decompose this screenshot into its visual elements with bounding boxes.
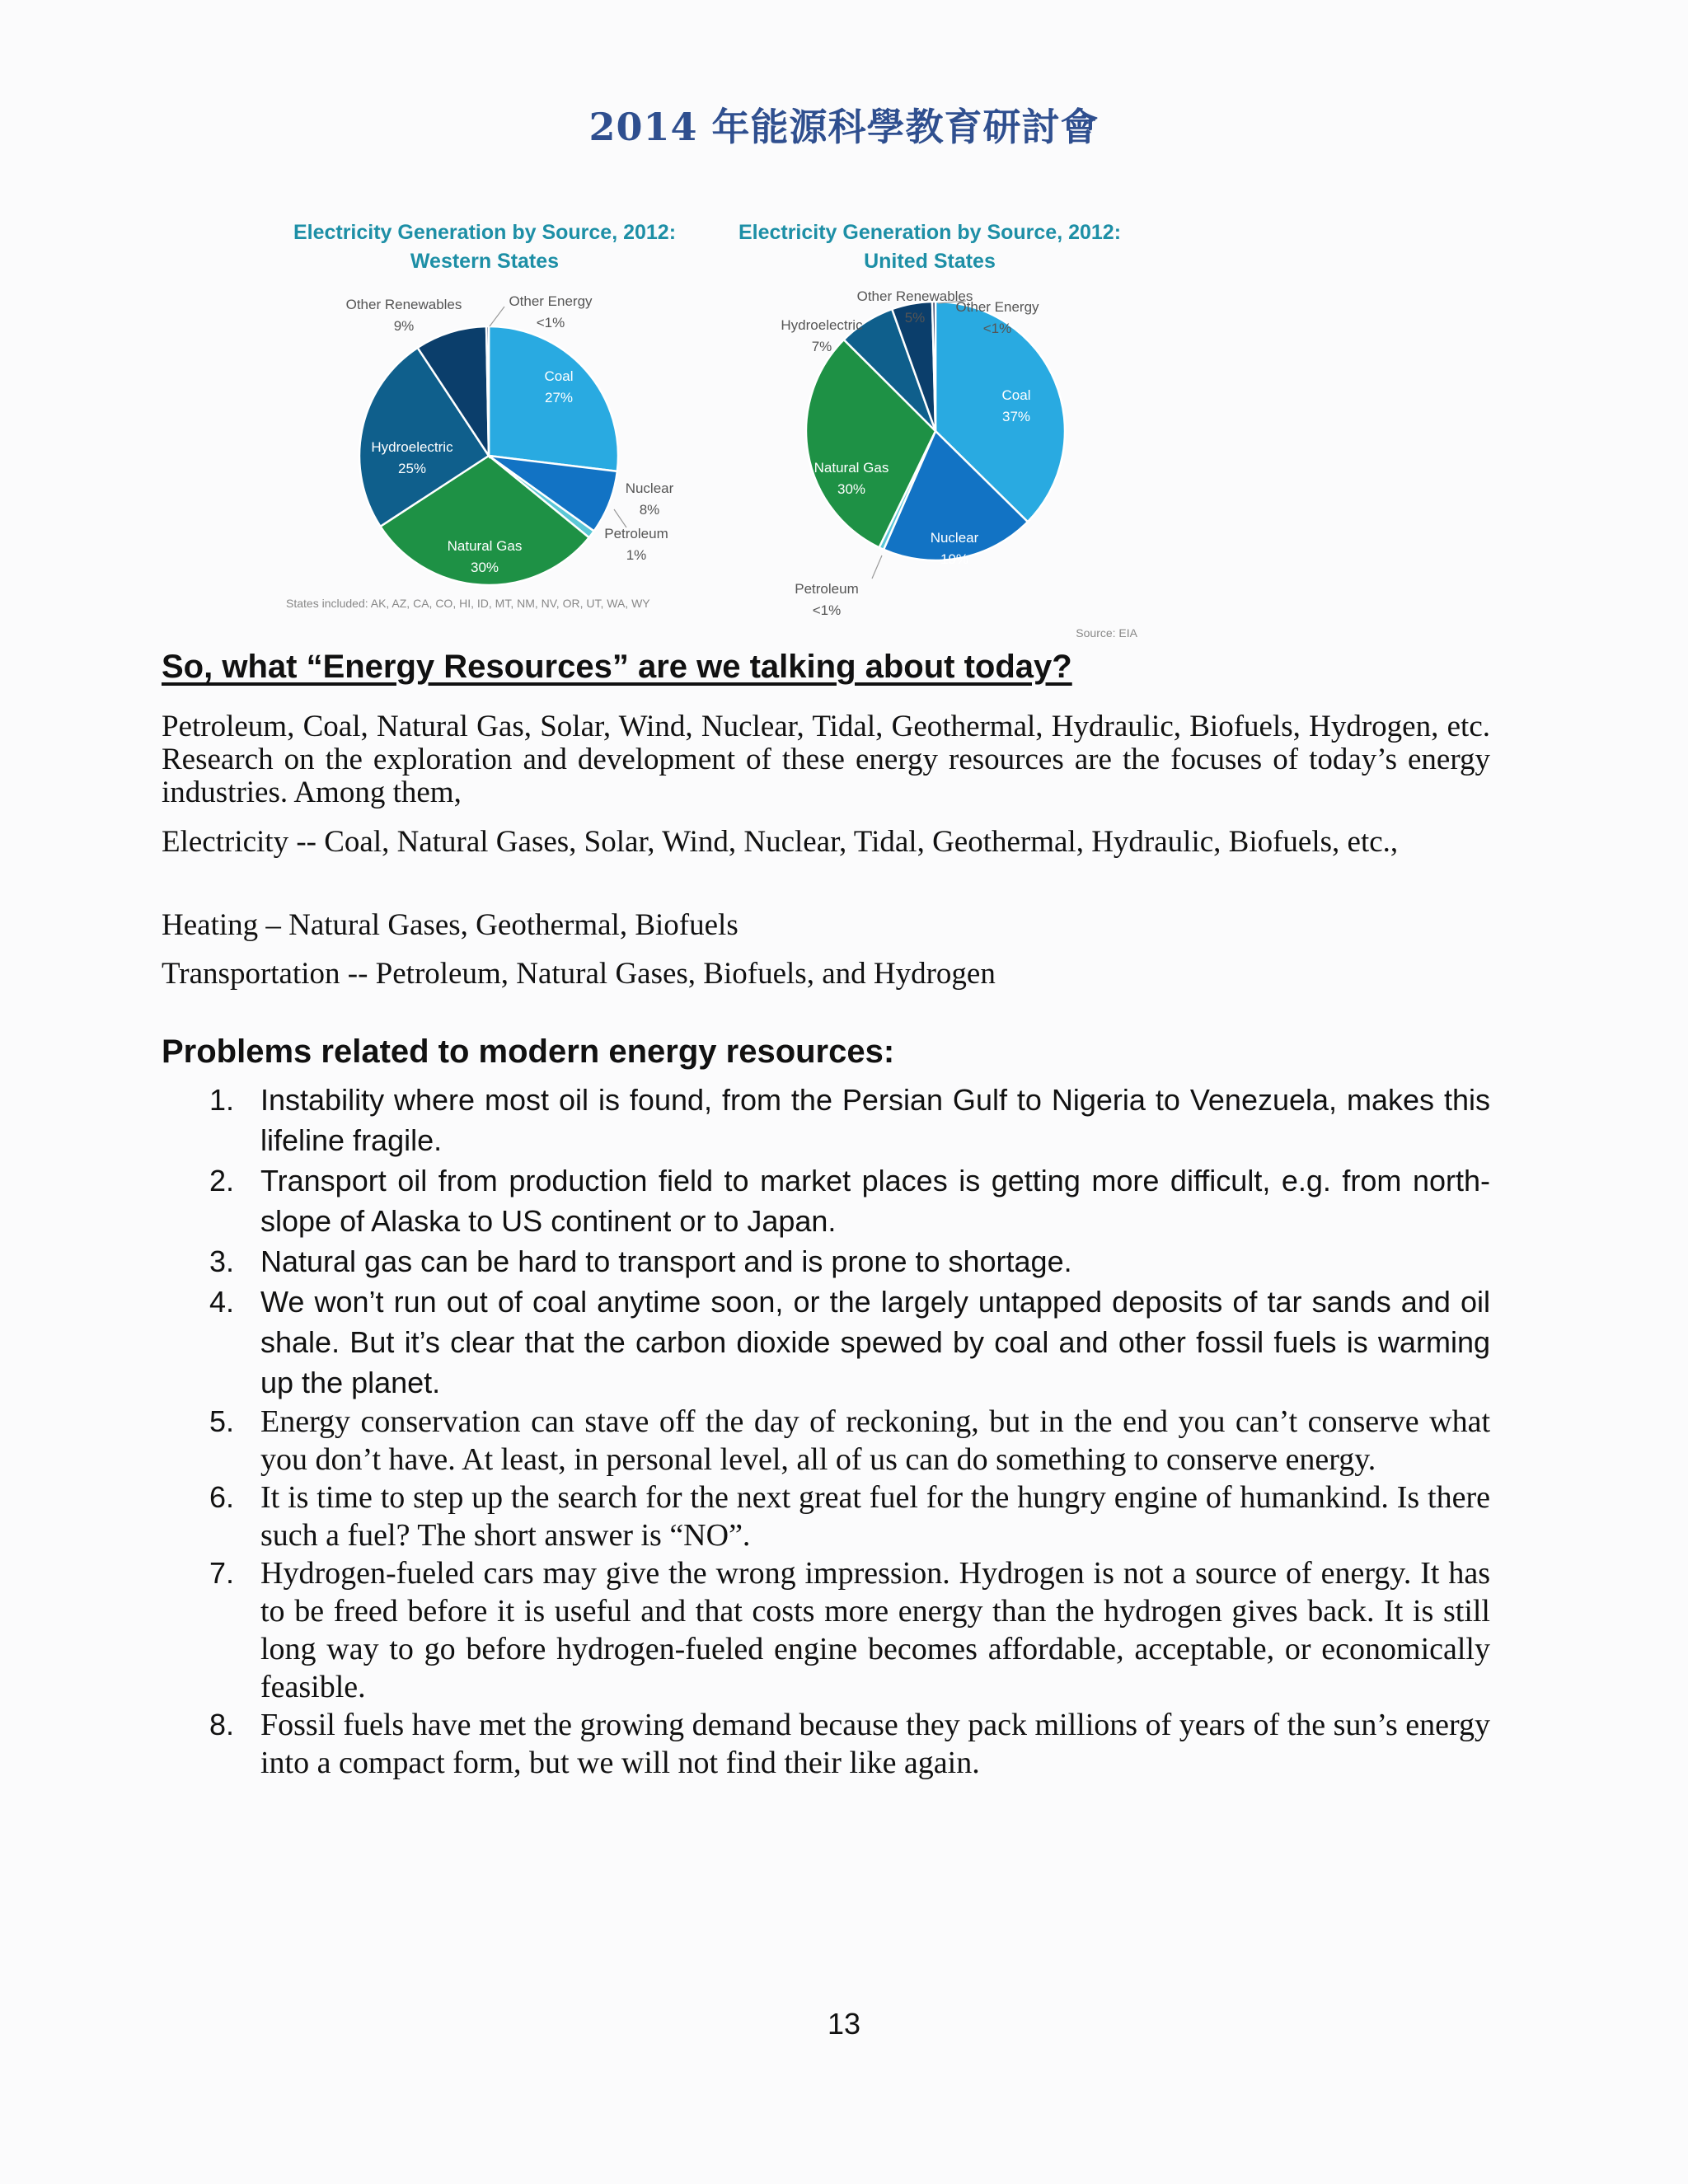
- slice-label: Natural Gas: [814, 460, 889, 476]
- paragraph-energy-list: Petroleum, Coal, Natural Gas, Solar, Wind, Nuclear, Tidal, Geothermal, Hydraulic, Biofuels, Hydrogen, etc. Research on the exploration and development of these energy resources are the focuses of today’s energy industries. Among them,: [162, 710, 1490, 809]
- section-heading-problems: Problems related to modern energy resources:: [162, 1033, 895, 1070]
- list-item: [162, 1479, 1490, 1554]
- slice-value-label: 19%: [940, 551, 969, 567]
- slice-value-label: 9%: [393, 318, 415, 334]
- slice-value-label: 25%: [397, 461, 427, 476]
- paragraph-transportation: Transportation -- Petroleum, Natural Gases, Biofuels, and Hydrogen: [162, 957, 996, 991]
- slice-label: Petroleum: [795, 581, 859, 597]
- list-number: 7.: [209, 1556, 235, 1590]
- slice-label: Other Renewables: [856, 288, 973, 304]
- slice-value-label: 8%: [639, 502, 660, 518]
- list-item-text: Transport oil from production field to market places is getting more difficult, e.g. from north-slope of Alaska to US continent or to Japan.: [260, 1164, 1490, 1238]
- list-number: 1.: [209, 1083, 235, 1117]
- chart-title: Electricity Generation by Source, 2012:: [738, 221, 1122, 244]
- slice-label: Other Energy: [955, 299, 1039, 315]
- pie-charts-svg: [272, 198, 1154, 651]
- list-number: 3.: [209, 1244, 235, 1278]
- slice-label: Petroleum: [604, 526, 668, 541]
- slice-label: Natural Gas: [447, 538, 523, 554]
- slice-value-label: 30%: [470, 560, 499, 575]
- list-item: [162, 1554, 1490, 1706]
- list-item-text: Natural gas can be hard to transport and is prone to shortage.: [260, 1244, 1072, 1278]
- page-header-title: 2014 年能源科學教育研討會: [588, 105, 1100, 149]
- slice-value-label: <1%: [812, 602, 842, 618]
- page-number: 13: [827, 2007, 861, 2041]
- slice-label: Coal: [1001, 387, 1031, 403]
- slice-value-label: 5%: [904, 310, 926, 326]
- slice-label: Hydroelectric: [781, 317, 863, 333]
- slice-value-label: <1%: [982, 321, 1012, 336]
- slice-label: Hydroelectric: [371, 439, 453, 455]
- list-item-text: We won’t run out of coal anytime soon, or the largely untapped deposits of tar sands and oil shale. But it’s clear that the carbon dioxide spewed by coal and other fossil fuels is warming up the planet.: [260, 1285, 1490, 1399]
- list-number: 8.: [209, 1708, 235, 1741]
- slice-label: Other Energy: [509, 293, 593, 309]
- chart-source: Source: EIA: [1076, 626, 1137, 640]
- slice-value-label: 7%: [811, 339, 832, 354]
- list-item-text: Hydrogen-fueled cars may give the wrong impression. Hydrogen is not a source of energy. It has to be freed before it is useful and that costs more energy than the hydrogen gives back. It is still long way to go before hydrogen-fueled engine becomes affordable, acceptable, or economically feasible.: [260, 1556, 1490, 1704]
- paragraph-heating: Heating – Natural Gases, Geothermal, Biofuels: [162, 908, 738, 942]
- list-item-text: Instability where most oil is found, from the Persian Gulf to Nigeria to Venezuela, makes this lifeline fragile.: [260, 1083, 1490, 1157]
- leader-line: [490, 307, 504, 326]
- slice-value-label: 37%: [1001, 409, 1031, 424]
- slice-label: Other Renewables: [345, 297, 462, 312]
- problems-list: [162, 1080, 1490, 1782]
- slice-value-label: 30%: [837, 481, 866, 497]
- list-item-text: It is time to step up the search for the next great fuel for the hungry engine of humankind. Is there such a fuel? The short answer is “NO”.: [260, 1480, 1490, 1553]
- leader-line: [614, 509, 626, 527]
- list-item-text: Fossil fuels have met the growing demand because they pack millions of years of the sun’s energy into a compact form, but we will not find their like again.: [260, 1708, 1490, 1780]
- slice-value-label: 27%: [544, 390, 574, 405]
- slice-label: Nuclear: [625, 480, 674, 496]
- list-item: [162, 1403, 1490, 1479]
- slice-label: Coal: [544, 368, 574, 384]
- list-item: [162, 1282, 1490, 1403]
- list-item: [162, 1080, 1490, 1160]
- slice-value-label: 1%: [626, 547, 647, 563]
- paragraph-electricity: Electricity -- Coal, Natural Gases, Solar, Wind, Nuclear, Tidal, Geothermal, Hydraulic, Biofuels, etc.,: [162, 825, 1399, 859]
- chart-title: Electricity Generation by Source, 2012:: [293, 221, 677, 244]
- list-number: 6.: [209, 1480, 235, 1514]
- chart-subtitle: Western States: [410, 250, 560, 273]
- pie-charts-figure: [272, 198, 1154, 651]
- list-item: [162, 1706, 1490, 1782]
- chart-footnote: States included: AK, AZ, CA, CO, HI, ID, MT, NM, NV, OR, UT, WA, WY: [286, 597, 650, 610]
- list-number: 2.: [209, 1164, 235, 1197]
- leader-line: [872, 555, 882, 579]
- slice-label: Nuclear: [930, 530, 979, 546]
- list-number: 4.: [209, 1285, 235, 1319]
- list-item-text: Energy conservation can stave off the day of reckoning, but in the end you can’t conserve what you don’t have. At least, in personal level, all of us can do something to conserve energy.: [260, 1404, 1490, 1477]
- slice-value-label: <1%: [536, 315, 565, 330]
- list-item: [162, 1241, 1490, 1282]
- section-heading-energy-resources: So, what “Energy Resources” are we talking about today?: [162, 649, 1072, 685]
- list-number: 5.: [209, 1404, 235, 1438]
- chart-subtitle: United States: [864, 250, 996, 273]
- list-item: [162, 1160, 1490, 1241]
